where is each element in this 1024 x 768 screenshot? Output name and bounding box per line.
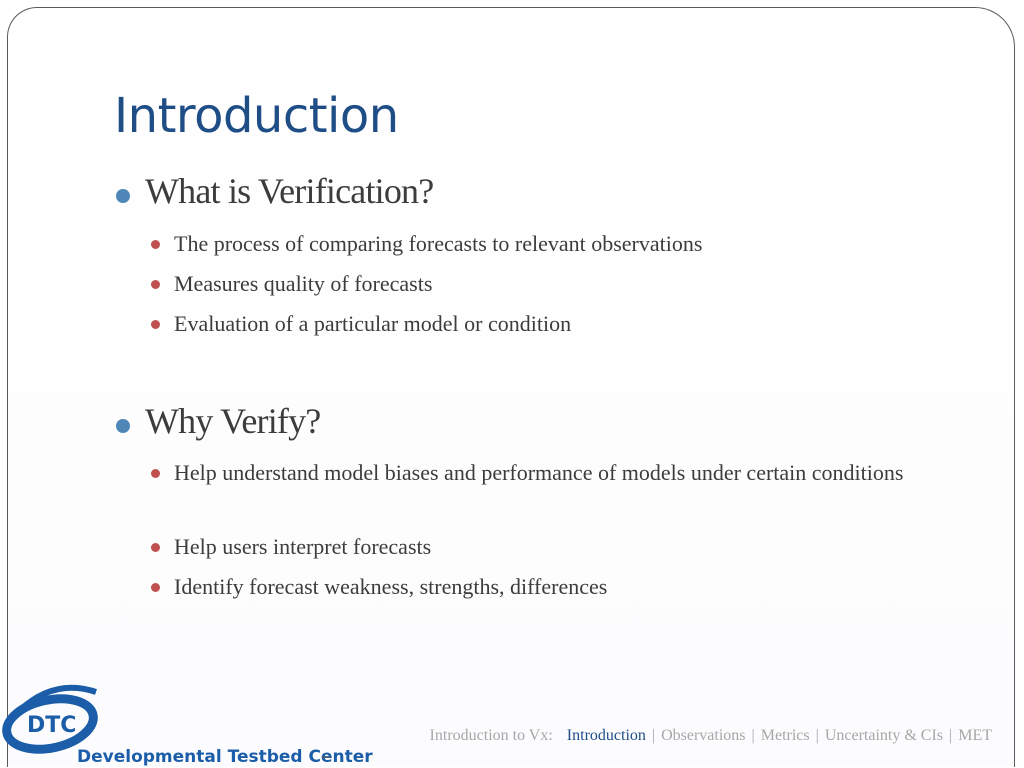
bullet-icon	[151, 543, 160, 552]
footer-nav-introduction[interactable]: Introduction	[566, 727, 646, 744]
bullet-icon	[151, 320, 160, 329]
list-item-text: Evaluation of a particular model or condition	[174, 311, 572, 336]
footer-nav	[430, 727, 992, 745]
bullet-icon	[151, 469, 160, 478]
bullet-icon	[151, 240, 160, 249]
list-item-text: Help understand model biases and performance of models under certain conditions	[174, 460, 904, 485]
list-item-text: Help users interpret forecasts	[174, 534, 432, 559]
footer-separator: |	[751, 727, 755, 744]
bullet-icon	[116, 419, 130, 433]
list-item-text: Measures quality of forecasts	[174, 271, 433, 296]
footer-nav-observations[interactable]: Observations	[661, 727, 746, 744]
bullet-icon	[151, 583, 160, 592]
footer-separator: |	[949, 727, 953, 744]
footer-separator: |	[815, 727, 819, 744]
footer-separator: |	[651, 727, 656, 744]
section-heading-text: What is Verification?	[145, 171, 434, 211]
footer-nav-met[interactable]: MET	[958, 727, 992, 744]
footer-prefix: Introduction to Vx:	[429, 727, 553, 744]
dtc-logo	[0, 680, 373, 768]
section-heading-text: Why Verify?	[145, 401, 321, 441]
bullet-icon	[151, 280, 160, 289]
slide-title: Introduction	[114, 88, 399, 144]
footer-nav-metrics[interactable]: Metrics	[760, 727, 810, 744]
logo-abbrev: DTC	[27, 713, 77, 738]
list-item-text: Identify forecast weakness, strengths, differences	[174, 574, 608, 599]
footer-nav-uncertainty[interactable]: Uncertainty & CIs	[824, 727, 944, 744]
bullet-icon	[116, 189, 130, 203]
list-item-text: The process of comparing forecasts to relevant observations	[174, 231, 703, 256]
logo-full-name: Developmental Testbed Center	[77, 747, 373, 767]
